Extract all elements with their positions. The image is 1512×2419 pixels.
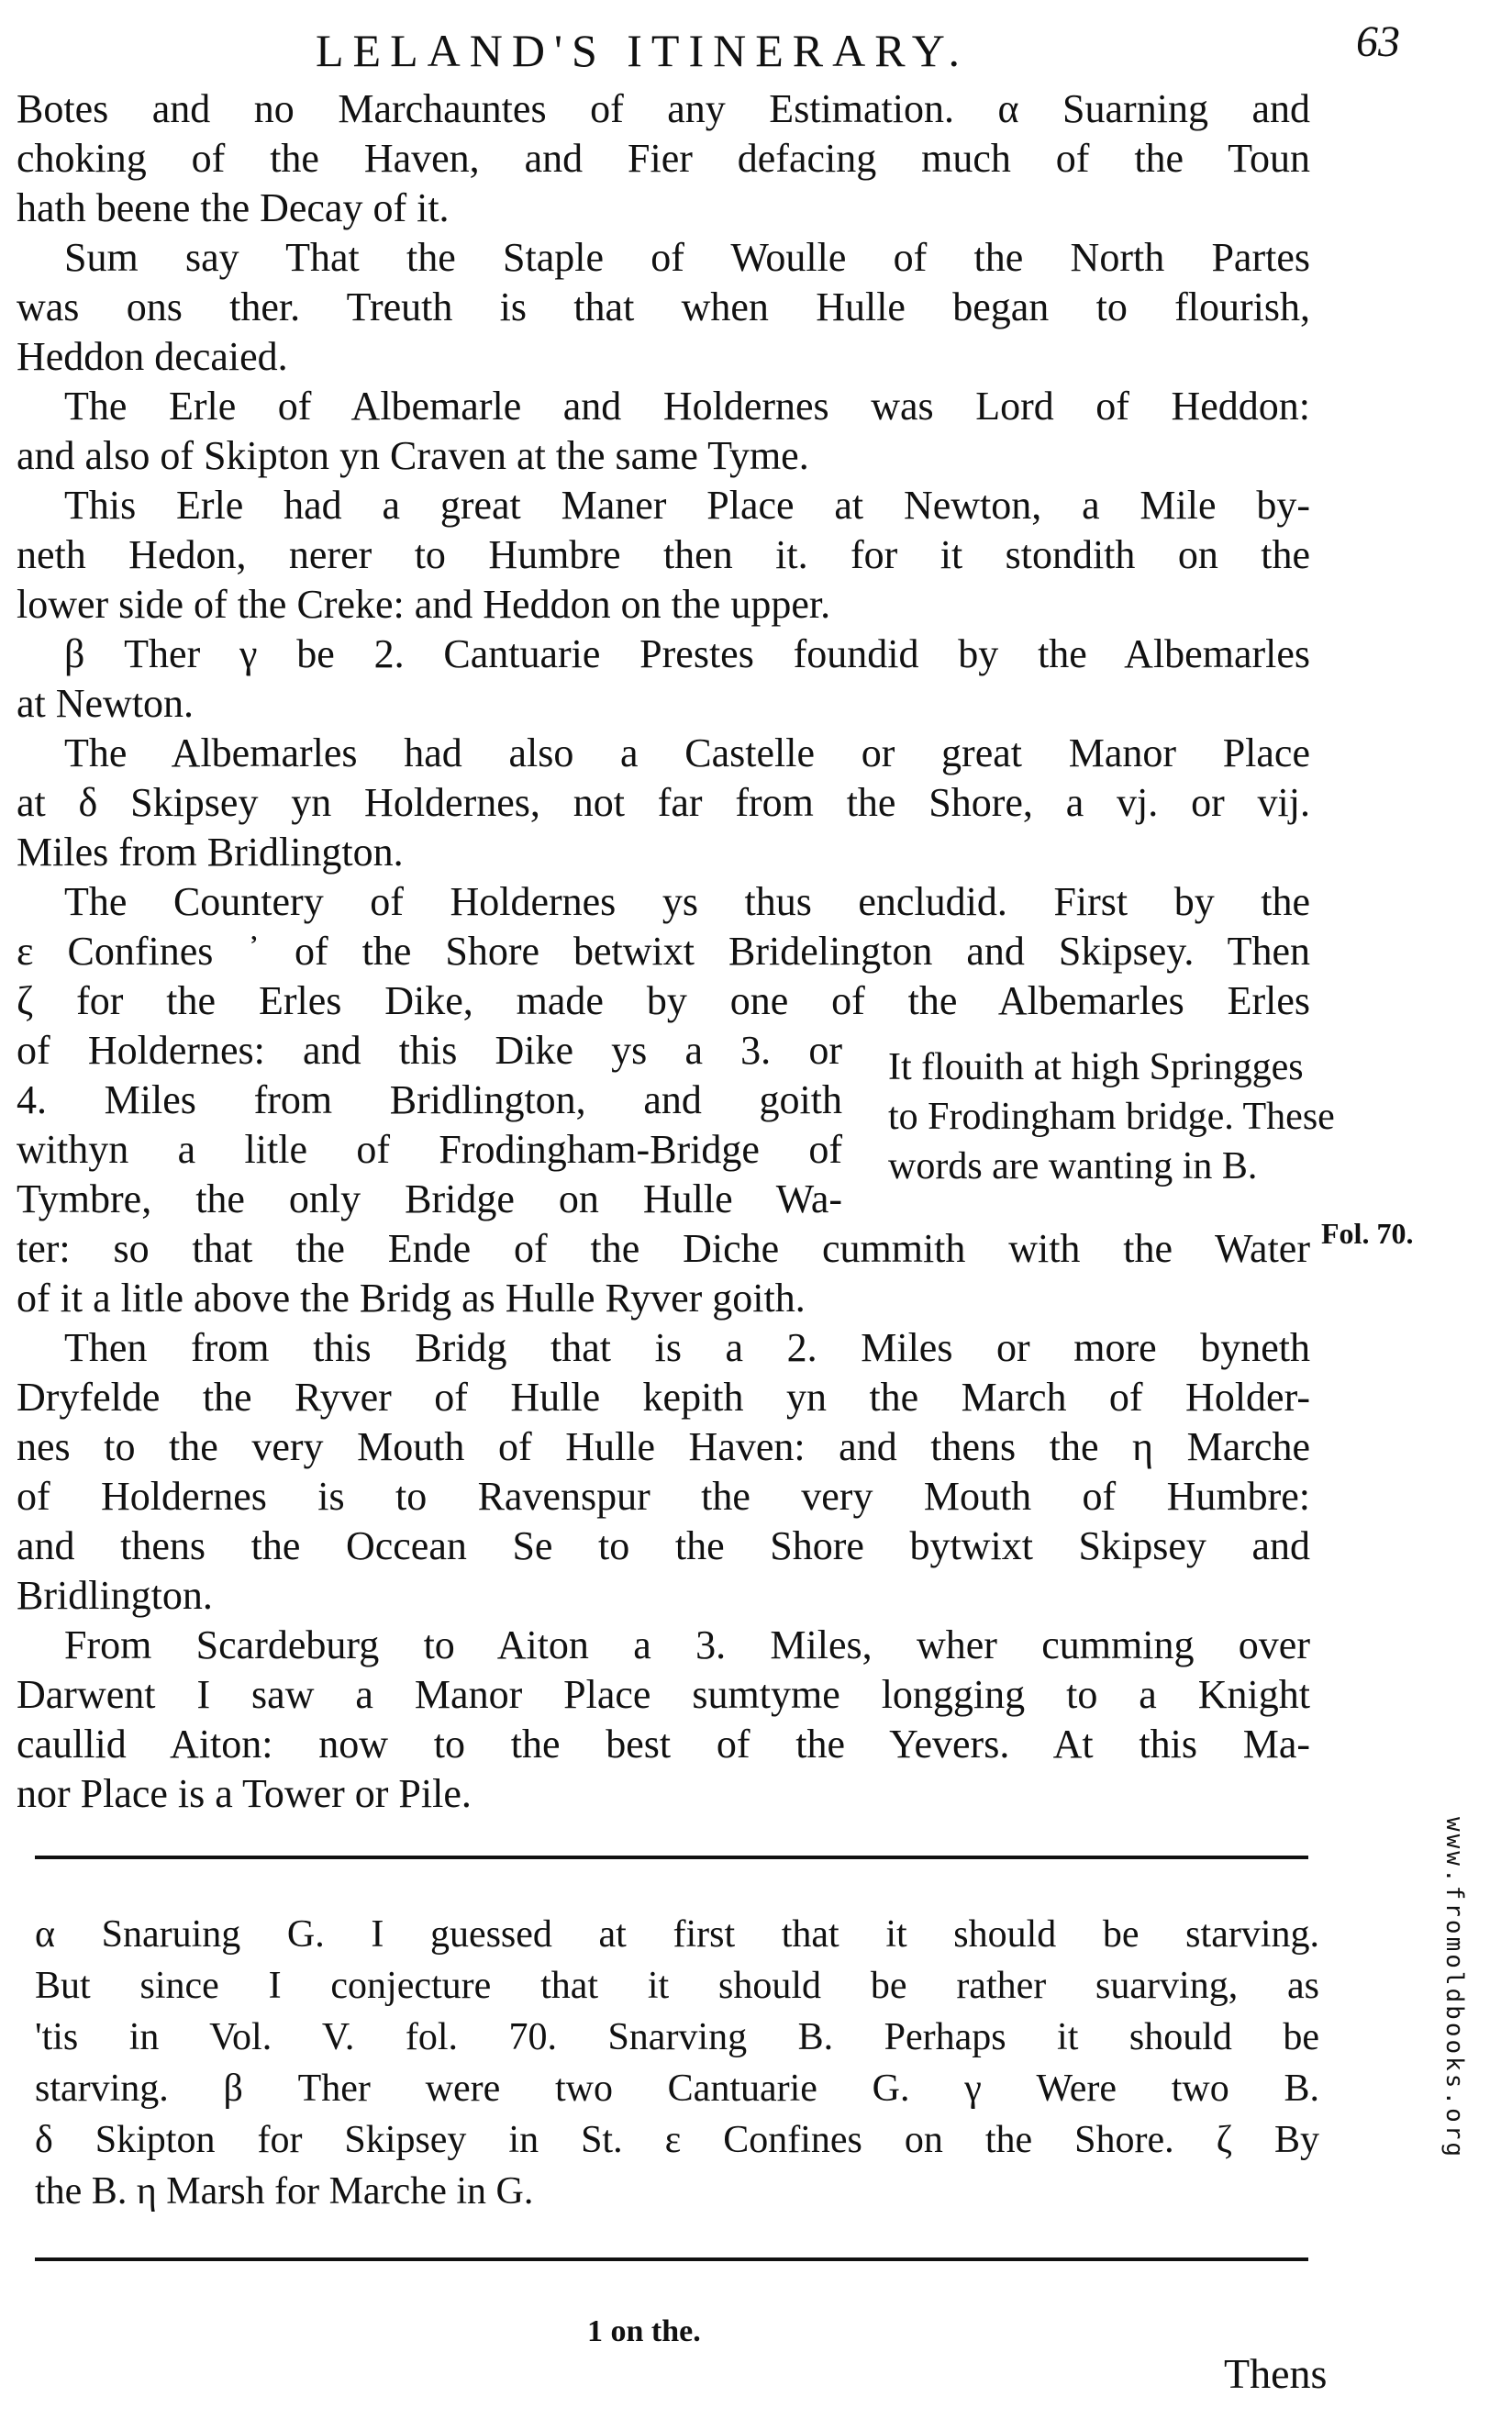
footnote-line: 'tis in Vol. V. fol. 70. Snarving B. Perhaps it should be [35, 2016, 1319, 2058]
text-line: of Holdernes: and this Dike ys a 3. or [17, 1028, 842, 1073]
paragraph [17, 382, 1310, 481]
text-line: β Ther γ be 2. Cantuarie Prestes foundid by the Albemarles [64, 631, 1310, 676]
footnote-line: starving. β Ther were two Cantuarie G. γ Were two B. [35, 2068, 1319, 2110]
paragraph [17, 1621, 1310, 1819]
paragraph [17, 729, 1310, 877]
text-line: nor Place is a Tower or Pile. [17, 1771, 472, 1816]
paragraph [17, 233, 1310, 382]
text-line: ζ for the Erles Dike, made by one of the Albemarles Erles [17, 978, 1310, 1023]
text-line: at δ Skipsey yn Holdernes, not far from the Shore, a vj. or vij. [17, 780, 1310, 825]
footnote-line: But since I conjecture that it should be rather suarving, as [35, 1965, 1319, 2007]
text-line: hath beene the Decay of it. [17, 185, 450, 230]
text-line: ε Confines ᾿ of the Shore betwixt Bridelington and Skipsey. Then [17, 929, 1310, 974]
text-line: From Scardeburg to Aiton a 3. Miles, wher cumming over [64, 1622, 1310, 1667]
catchword: Thens [1224, 2350, 1328, 2397]
text-line: was ons ther. Treuth is that when Hulle began to flourish, [17, 284, 1310, 329]
text-line: caullid Aiton: now to the best of the Yevers. At this Ma- [17, 1722, 1310, 1767]
text-line: Then from this Bridg that is a 2. Miles or more byneth [64, 1325, 1310, 1370]
text-line: Botes and no Marchauntes of any Estimation. α Suarning and [17, 86, 1310, 131]
watermark: www.fromoldbooks.org [1440, 1817, 1468, 2160]
text-line: This Erle had a great Maner Place at Newton, a Mile by- [64, 483, 1310, 528]
text-line: The Erle of Albemarle and Holdernes was Lord of Heddon: [64, 384, 1310, 429]
marginal-note [888, 1042, 1494, 1191]
text-line: and thens the Occean Se to the Shore bytwixt Skipsey and [17, 1523, 1310, 1568]
reference-note: 1 on the. [587, 2314, 701, 2348]
text-line: Bridlington. [17, 1573, 213, 1618]
running-title: LELAND'S ITINERARY. [316, 25, 969, 76]
text-line: ter: so that the Ende of the Diche cummith with the Water [17, 1226, 1310, 1271]
text-line: lower side of the Creke: and Heddon on the upper. [17, 582, 831, 627]
footnote-line: the B. η Marsh for Marche in G. [35, 2170, 534, 2213]
footnote-line: δ Skipton for Skipsey in St. ε Confines on the Shore. ζ By [35, 2119, 1319, 2161]
text-line: of it a litle above the Bridg as Hulle Ryver goith. [17, 1276, 806, 1321]
footnotes [35, 1909, 1319, 2217]
text-line: The Albemarles had also a Castelle or great Manor Place [64, 730, 1310, 775]
text-line: withyn a litle of Frodingham-Bridge of [17, 1127, 842, 1172]
text-line: Dryfelde the Ryver of Hulle kepith yn the March of Holder- [17, 1375, 1310, 1420]
note-line: to Frodingham bridge. These [888, 1096, 1335, 1138]
text-line: choking of the Haven, and Fier defacing much of the Toun [17, 136, 1310, 181]
bottom-divider [35, 2257, 1308, 2261]
text-line: nes to the very Mouth of Hulle Haven: and thens the η Marche [17, 1424, 1310, 1469]
text-line: Miles from Bridlington. [17, 830, 404, 875]
text-line: Heddon decaied. [17, 334, 288, 379]
paragraph [17, 84, 1310, 233]
text-line: Tymbre, the only Bridge on Hulle Wa- [17, 1176, 842, 1221]
text-line: at Newton. [17, 681, 195, 726]
footnote-line: α Snaruing G. I guessed at first that it should be starving. [35, 1913, 1319, 1956]
text-line: of Holdernes is to Ravenspur the very Mouth of Humbre: [17, 1474, 1310, 1519]
text-line: 4. Miles from Bridlington, and goith [17, 1077, 842, 1122]
text-line: neth Hedon, nerer to Humbre then it. for it stondith on the [17, 532, 1310, 577]
folio-note: Fol. 70. [1321, 1217, 1414, 1250]
text-line: and also of Skipton yn Craven at the same Tyme. [17, 433, 809, 478]
note-line: It flouith at high Springges [888, 1046, 1304, 1088]
text-line: Darwent I saw a Manor Place sumtyme longging to a Knight [17, 1672, 1310, 1717]
paragraph [17, 481, 1310, 630]
paragraph [17, 630, 1310, 729]
text-line: Sum say That the Staple of Woulle of the North Partes [64, 235, 1310, 280]
page-number: 63 [1356, 17, 1400, 66]
footnote-divider [35, 1856, 1308, 1859]
paragraph [17, 1323, 1310, 1621]
text-line: The Countery of Holdernes ys thus encludid. First by the [64, 879, 1310, 924]
note-line: words are wanting in B. [888, 1145, 1258, 1187]
main-text [17, 84, 1310, 1819]
